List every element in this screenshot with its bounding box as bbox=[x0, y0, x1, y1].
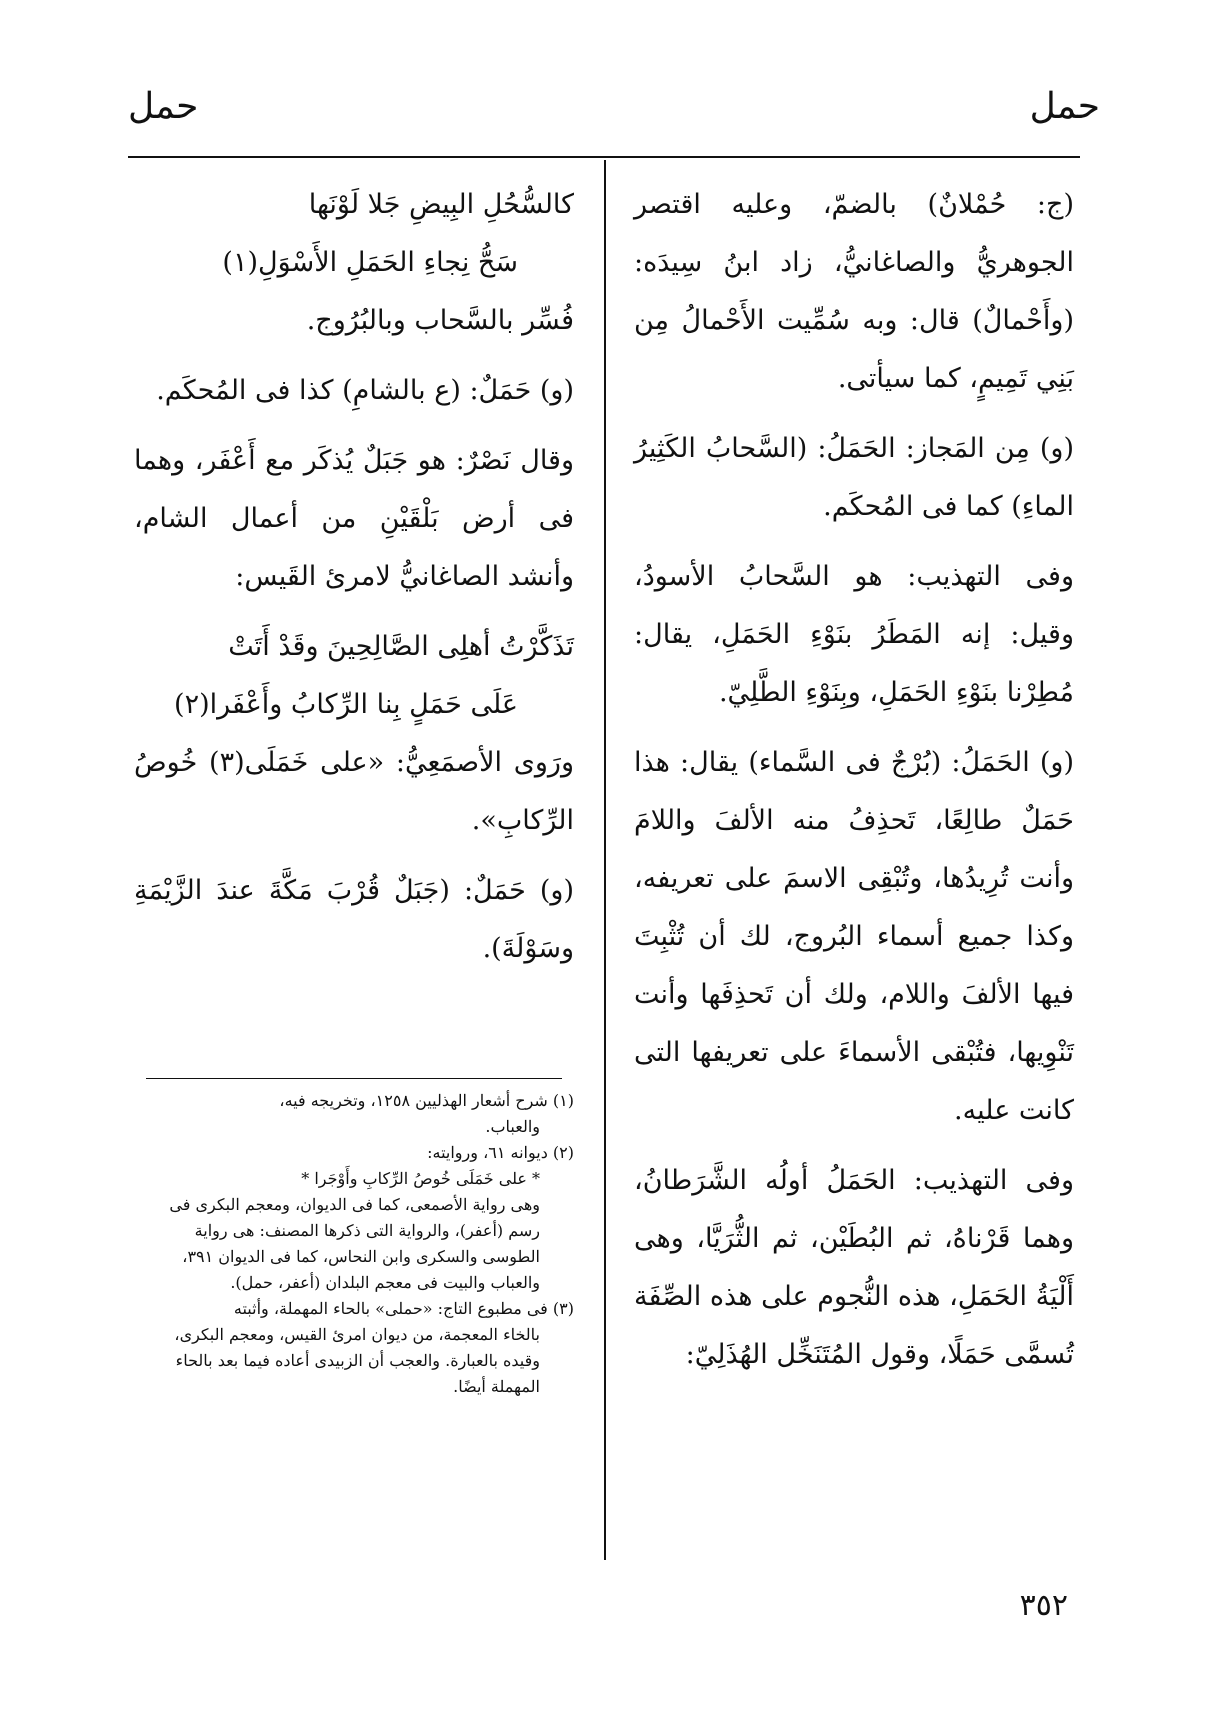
paragraph: (و) حَمَلٌ: (جَبَلٌ قُرْبَ مَكَّةَ عندَ الزَّيْمَةِ وسَوْلَةَ). bbox=[134, 875, 574, 964]
page-number: ٣٥٢ bbox=[1019, 1588, 1068, 1623]
paragraph: فُسِّر بالسَّحاب وبالبُرُوج. bbox=[306, 305, 574, 336]
footnote: (٢) ديوانه ٦١، وروايته: bbox=[427, 1143, 574, 1162]
paragraph: وقال نَصْرٌ: هو جَبَلٌ يُذكَر مع أَعْفَر، وهما فى أرض بَلْقَيْنِ من أعمال الشام، وأنشد الصاغانيُّ لامرئ القَيس: bbox=[134, 445, 574, 592]
footnotes bbox=[134, 1088, 574, 1400]
footnote-verse: * على خَمَلَى خُوصُ الرِّكابِ وأَوْجَرا * bbox=[301, 1169, 540, 1188]
verse-line: كالسُّحُلِ البِيضِ جَلا لَوْنَها bbox=[308, 189, 574, 220]
footnote: (٣) فى مطبوع التاج: «حملى» بالحاء المهملة، وأثبته bbox=[233, 1299, 574, 1318]
verse-line: عَلَى حَمَلٍ بِنا الرِّكابُ وأَعْفَرا(٢) bbox=[174, 689, 518, 720]
paragraph: وفى التهذيب: الحَمَلُ أولُه الشَّرَطانُ، وهما قَرْناهُ، ثم البُطَيْن، ثم الثُّرَيَّا، وهى أَلْيَةُ الحَمَلِ، هذه النُّجوم على هذه الصِّفَة تُسمَّى حَمَلًا، وقول المُتَنَخِّل الهُذَلِيّ: bbox=[634, 1165, 1074, 1370]
running-header-left: حمل bbox=[128, 86, 199, 127]
paragraph: (و) مِن المَجاز: الحَمَلُ: (السَّحابُ الكَثِيرُ الماءِ) كما فى المُحكَم. bbox=[634, 433, 1074, 522]
paragraph: (ج: حُمْلانٌ) بالضمّ، وعليه اقتصر الجوهريُّ والصاغانيُّ، زاد ابنُ سِيدَه: (وأَحْمالٌ) قال: وبه سُمِّيت الأَحْمالُ مِن بَنِي تَمِيمٍ، كما سيأتى. bbox=[634, 189, 1074, 394]
footnote-continuation: بالخاء المعجمة، من ديوان امرئ القيس، ومعجم البكرى، وقيده بالعبارة. والعجب أن الزبيدى أعاده فيما بعد بالحاء المهملة أيضًا. bbox=[174, 1325, 540, 1396]
verse-line: تَذَكَّرْتُ أهلِى الصَّالِحِينَ وقَدْ أَتَتْ bbox=[228, 631, 574, 662]
footnote: (١) شرح أشعار الهذليين ١٢٥٨، وتخريجه فيه، bbox=[279, 1091, 574, 1110]
paragraph: (و) الحَمَلُ: (بُرْجٌ فى السَّماء) يقال: هذا حَمَلٌ طالِعًا، تَحذِفُ منه الألفَ واللامَ وأنت تُرِيدُها، وتُبْقِى الاسمَ على تعريفه، وكذا جميع أسماء البُروج، لك أن تُثْبِتَ فيها الألفَ واللام، ولك أن تَحذِفَها وأنت تَنْوِيها، فتُبْقى الأسماءَ على تعريفها التى كانت عليه. bbox=[634, 747, 1074, 1126]
verse-line: سَحُّ نِجاءِ الحَمَلِ الأَسْوَلِ(١) bbox=[222, 247, 518, 278]
paragraph: (و) حَمَلٌ: (ع بالشامِ) كذا فى المُحكَم. bbox=[156, 375, 574, 406]
header-rule bbox=[128, 156, 1080, 158]
footnote-continuation: والعباب. bbox=[485, 1117, 540, 1136]
paragraph: ورَوى الأصمَعِيُّ: «على خَمَلَى(٣) خُوصُ الرِّكابِ». bbox=[134, 747, 574, 836]
column-divider bbox=[604, 160, 606, 1560]
paragraph: وفى التهذيب: هو السَّحابُ الأسودُ، وقيل: إنه المَطَرُ بنَوْءِ الحَمَلِ، يقال: مُطِرْنا بنَوْءِ الحَمَلِ، وبِنَوْءِ الطَّلِيّ. bbox=[634, 561, 1074, 708]
footnote-rule bbox=[146, 1078, 562, 1079]
running-header-right: حمل bbox=[1029, 86, 1100, 127]
footnote-continuation: وهى رواية الأصمعى، كما فى الديوان، ومعجم البكرى فى رسم (أعفر)، والرواية التى ذكرها المصنف: هى رواية الطوسى والسكرى وابن النحاس، كما فى الديوان ٣٩١، والعباب والبيت فى معجم البلدان (أعفر، حمل). bbox=[169, 1195, 540, 1292]
left-column bbox=[134, 176, 574, 990]
right-column bbox=[634, 176, 1074, 1396]
